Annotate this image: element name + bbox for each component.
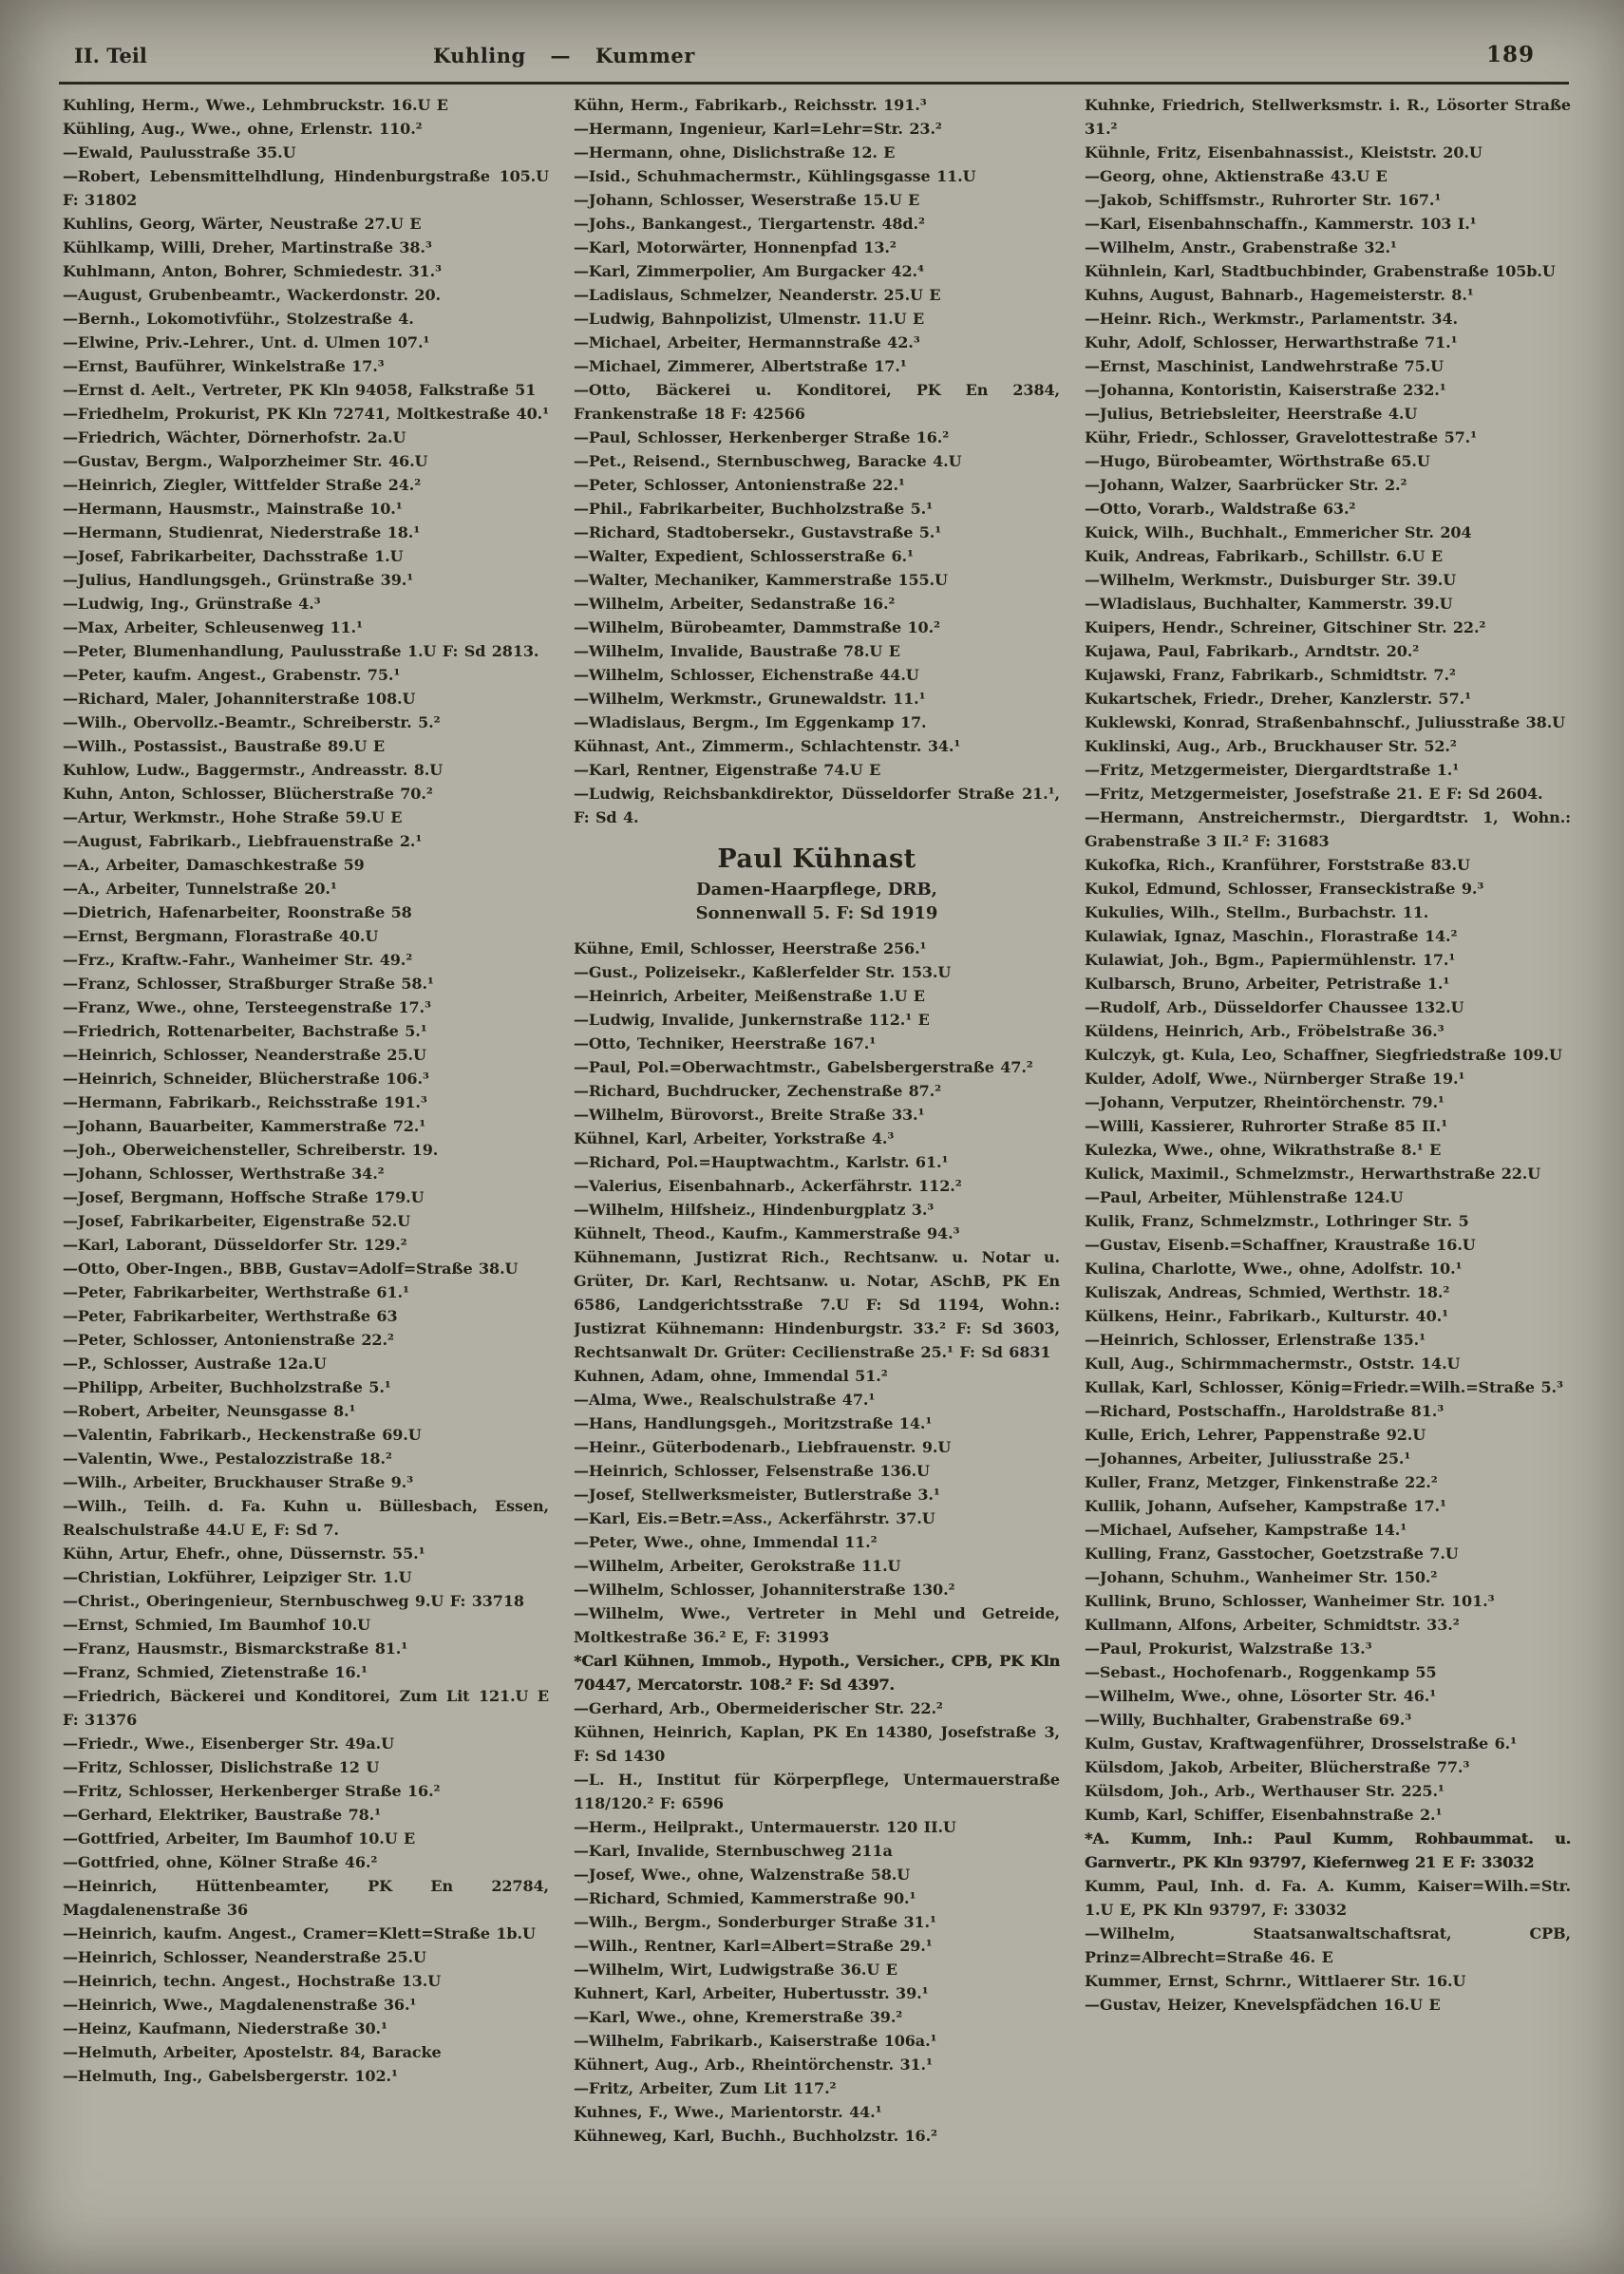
directory-entry: Kulle, Erich, Lehrer, Pappenstraße 92.U	[1085, 1426, 1426, 1444]
directory-entry: —Philipp, Arbeiter, Buchholzstraße 5.¹	[63, 1378, 391, 1396]
section-title: II. Teil	[74, 44, 147, 67]
directory-entry: Kullink, Bruno, Schlosser, Wanheimer Str. 101.³	[1085, 1592, 1495, 1610]
directory-entry: —Rudolf, Arb., Düsseldorfer Chaussee 132.U	[1085, 998, 1464, 1016]
directory-entry: Kuipers, Hendr., Schreiner, Gitschiner Str. 22.²	[1085, 618, 1486, 636]
directory-entry: —Wilhelm, Invalide, Baustraße 78.U E	[574, 642, 900, 660]
directory-entry: —Hermann, ohne, Dislichstraße 12. E	[574, 143, 896, 161]
directory-entry: Kuhlins, Georg, Wärter, Neustraße 27.U E	[63, 215, 422, 233]
directory-entry: Külkens, Heinr., Fabrikarb., Kulturstr. 40.¹	[1085, 1307, 1448, 1325]
directory-entry: —Walter, Mechaniker, Kammerstraße 155.U	[574, 571, 948, 589]
directory-entry: —Artur, Werkmstr., Hohe Straße 59.U E	[63, 808, 403, 826]
directory-entry: —Valentin, Fabrikarb., Heckenstraße 69.U	[63, 1426, 422, 1444]
directory-entry: —Max, Arbeiter, Schleusenweg 11.¹	[63, 618, 363, 636]
directory-entry: —Pet., Reisend., Sternbuschweg, Baracke 4.U	[574, 452, 962, 470]
advertisement-line: Sonnenwall 5. F: Sd 1919	[695, 903, 938, 923]
directory-entry: —Heinrich, Schlosser, Neanderstraße 25.U	[63, 1046, 426, 1064]
directory-entry: Kuhr, Adolf, Schlosser, Herwarthstraße 71.¹	[1085, 333, 1458, 351]
directory-entry: Kulik, Franz, Schmelzmstr., Lothringer Str. 5	[1085, 1212, 1469, 1230]
directory-entry: —Peter, Fabrikarbeiter, Werthstraße 61.¹	[63, 1283, 409, 1301]
directory-entry: —Hermann, Studienrat, Niederstraße 18.¹	[63, 523, 421, 541]
directory-entry: Kulm, Gustav, Kraftwagenführer, Drosselstraße 6.¹	[1085, 1734, 1517, 1753]
directory-entry: —Wilhelm, Bürovorst., Breite Straße 33.¹	[574, 1106, 925, 1124]
name-range-title: Kuhling — Kummer	[433, 44, 695, 67]
directory-entry: —Heinrich, Ziegler, Wittfelder Straße 24.²	[63, 476, 422, 494]
directory-entry: Külsdom, Jakob, Arbeiter, Blücherstraße 77.³	[1085, 1758, 1470, 1776]
directory-entry: —Karl, Laborant, Düsseldorfer Str. 129.²	[63, 1236, 407, 1254]
directory-entry: Kulczyk, gt. Kula, Leo, Schaffner, Siegfriedstraße 109.U	[1085, 1046, 1562, 1064]
directory-entry: —Heinrich, kaufm. Angest., Cramer=Klett=Straße 1b.U	[63, 1924, 536, 1942]
directory-entry: Kullak, Karl, Schlosser, König=Friedr.=Wilh.=Straße 5.³	[1085, 1378, 1563, 1396]
directory-entry: —Wilh., Obervollz.-Beamtr., Schreiberstr. 5.²	[63, 713, 441, 731]
directory-entry: —Friedrich, Bäckerei und Konditorei, Zum Lit 121.U E F: 31376	[63, 1687, 549, 1729]
directory-entry: —Gottfried, Arbeiter, Im Baumhof 10.U E	[63, 1829, 416, 1848]
directory-entry: *A. Kumm, Inh.: Paul Kumm, Rohbaummat. u. Garnvertr., PK Kln 93797, Kiefernweg 21 E F: 33032	[1085, 1829, 1571, 1871]
directory-entry: —Heinr. Rich., Werkmstr., Parlamentstr. 34.	[1085, 310, 1458, 328]
directory-entry: Kulezka, Wwe., ohne, Wikrathstraße 8.¹ E	[1085, 1141, 1442, 1159]
directory-entry: Kumm, Paul, Inh. d. Fa. A. Kumm, Kaiser=Wilh.=Str. 1.U E, PK Kln 93797, F: 33032	[1085, 1877, 1571, 1919]
directory-entry: Kulawiak, Ignaz, Maschin., Florastraße 14.²	[1085, 927, 1458, 945]
directory-entry: —Karl, Motorwärter, Honnenpfad 13.²	[574, 238, 897, 256]
directory-entry: —Helmuth, Ing., Gabelsbergerstr. 102.¹	[63, 2067, 398, 2085]
directory-entry: —Richard, Stadtobersekr., Gustavstraße 5.¹	[574, 523, 942, 541]
directory-entry: —Bernh., Lokomotivführ., Stolzestraße 4.	[63, 310, 414, 328]
advertisement-line: Damen-Haarpflege, DRB,	[696, 880, 937, 900]
directory-entry: —Willi, Kassierer, Ruhrorter Straße 85 II.¹	[1085, 1117, 1448, 1135]
directory-entry: —Fritz, Metzgermeister, Diergardtstraße 1.¹	[1085, 761, 1460, 779]
directory-entry: —Ludwig, Invalide, Junkernstraße 112.¹ E	[574, 1011, 930, 1029]
directory-entry: —Wladislaus, Buchhalter, Kammerstr. 39.U	[1085, 595, 1453, 613]
directory-entry: —Johann, Schlosser, Weserstraße 15.U E	[574, 191, 920, 209]
directory-entry: —Heinrich, Schlosser, Neanderstraße 25.U	[63, 1948, 426, 1966]
directory-entry: Kummer, Ernst, Schrnr., Wittlaerer Str. 16.U	[1085, 1972, 1466, 1990]
directory-entry: —Heinr., Güterbodenarb., Liebfrauenstr. 9.U	[574, 1438, 952, 1456]
directory-entry: —Ernst, Bergmann, Florastraße 40.U	[63, 927, 379, 945]
directory-entry: Kuick, Wilh., Buchhalt., Emmericher Str. 204	[1085, 523, 1472, 541]
directory-entry: —Willy, Buchhalter, Grabenstraße 69.³	[1085, 1711, 1412, 1729]
directory-entry: —Friedrich, Wächter, Dörnerhofstr. 2a.U	[63, 428, 406, 446]
directory-entry: —Richard, Postschaffn., Haroldstraße 81.³	[1085, 1402, 1445, 1420]
directory-entry: —Otto, Ober-Ingen., BBB, Gustav=Adolf=Straße 38.U	[63, 1260, 519, 1278]
directory-entry: —Otto, Vorarb., Waldstraße 63.²	[1085, 500, 1356, 518]
directory-entry: Kuhnert, Karl, Arbeiter, Hubertusstr. 39.¹	[574, 1984, 929, 2002]
directory-entry: Kukulies, Wilh., Stellm., Burbachstr. 11.	[1085, 903, 1429, 921]
directory-entry: Kühnle, Fritz, Eisenbahnassist., Kleiststr. 20.U	[1085, 143, 1482, 161]
directory-columns	[63, 93, 1571, 2265]
directory-entry: Kühnlein, Karl, Stadtbuchbinder, Grabenstraße 105b.U	[1085, 262, 1556, 280]
directory-entry: —Fritz, Arbeiter, Zum Lit 117.²	[574, 2079, 837, 2097]
directory-entry: —Wilhelm, Arbeiter, Gerokstraße 11.U	[574, 1557, 901, 1575]
directory-entry: —Julius, Betriebsleiter, Heerstraße 4.U	[1085, 405, 1418, 423]
directory-entry: —Frz., Kraftw.-Fahr., Wanheimer Str. 49.²	[63, 951, 413, 969]
directory-entry: —Paul, Pol.=Oberwachtmstr., Gabelsbergerstraße 47.²	[574, 1058, 1033, 1076]
directory-entry: Kuhlow, Ludw., Baggermstr., Andreasstr. 8.U	[63, 761, 444, 779]
directory-entry: Kulling, Franz, Gasstocher, Goetzstraße 7.U	[1085, 1544, 1459, 1563]
directory-entry: Kuik, Andreas, Fabrikarb., Schillstr. 6.U E	[1085, 547, 1443, 565]
directory-entry: Kühnemann, Justizrat Rich., Rechtsanw. u. Notar u. Grüter, Dr. Karl, Rechtsanw. u. Notar, ASchB, PK En 6586, Landgerichtsstraße 7.U F: Sd 1194, Wohn.: Justizrat Kühnemann: Hindenburgstr. 33.² F: Sd 3603, Rechtsanwalt Dr. Grüter: Cecilienstraße 25.¹ F: Sd 6831	[574, 1248, 1060, 1361]
directory-entry: —Jakob, Schiffsmstr., Ruhrorter Str. 167.¹	[1085, 191, 1442, 209]
directory-entry: —Heinz, Kaufmann, Niederstraße 30.¹	[63, 2019, 387, 2037]
column-2	[574, 93, 1060, 2265]
directory-entry: —Johann, Schuhm., Wanheimer Str. 150.²	[1085, 1568, 1438, 1586]
directory-entry: —A., Arbeiter, Damaschkestraße 59	[63, 856, 365, 874]
directory-entry: —Gerhard, Arb., Obermeiderischer Str. 22.²	[574, 1699, 943, 1717]
directory-entry: —Otto, Bäckerei u. Konditorei, PK En 2384, Frankenstraße 18 F: 42566	[574, 381, 1060, 423]
directory-entry: —Hugo, Bürobeamter, Wörthstraße 65.U	[1085, 452, 1430, 470]
directory-entry: —Wilhelm, Schlosser, Eichenstraße 44.U	[574, 666, 919, 684]
directory-entry: Kulina, Charlotte, Wwe., ohne, Adolfstr. 10.¹	[1085, 1260, 1463, 1278]
directory-entry: —Richard, Pol.=Hauptwachtm., Karlstr. 61.¹	[574, 1153, 949, 1171]
directory-entry: —Fritz, Metzgermeister, Josefstraße 21. E F: Sd 2604.	[1085, 785, 1543, 803]
directory-entry: Kühr, Friedr., Schlosser, Gravelottestraße 57.¹	[1085, 428, 1478, 446]
directory-entry: Kuller, Franz, Metzger, Finkenstraße 22.²	[1085, 1473, 1438, 1491]
directory-entry: —Elwine, Priv.-Lehrer., Unt. d. Ulmen 107.¹	[63, 333, 430, 351]
directory-entry: —Phil., Fabrikarbeiter, Buchholzstraße 5.¹	[574, 500, 933, 518]
directory-entry: Kujawski, Franz, Fabrikarb., Schmidtstr. 7.²	[1085, 666, 1456, 684]
directory-entry: Kühn, Artur, Ehefr., ohne, Düssernstr. 55.¹	[63, 1544, 425, 1563]
directory-entry: —Robert, Arbeiter, Neunsgasse 8.¹	[63, 1402, 356, 1420]
directory-entry: —Gustav, Heizer, Knevelspfädchen 16.U E	[1085, 1996, 1441, 2014]
directory-entry: —Wilhelm, Schlosser, Johanniterstraße 130.²	[574, 1581, 955, 1599]
column-1	[63, 93, 549, 2265]
directory-entry: Kuhns, August, Bahnarb., Hagemeisterstr. 8.¹	[1085, 286, 1474, 304]
directory-entry: Kuhling, Herm., Wwe., Lehmbruckstr. 16.U E	[63, 96, 448, 114]
directory-entry: —Wilh., Rentner, Karl=Albert=Straße 29.¹	[574, 1937, 933, 1955]
directory-entry: —Richard, Schmied, Kammerstraße 90.¹	[574, 1889, 916, 1907]
directory-entry: —Wilhelm, Wwe., Vertreter in Mehl und Getreide, Moltkestraße 36.² E, F: 31993	[574, 1604, 1060, 1646]
directory-entry: —Josef, Bergmann, Hoffsche Straße 179.U	[63, 1188, 425, 1206]
directory-entry: —Friedrich, Rottenarbeiter, Bachstraße 5.¹	[63, 1022, 427, 1040]
directory-entry: —Peter, Schlosser, Antonienstraße 22.²	[63, 1331, 394, 1349]
directory-entry: —Wilhelm, Wwe., ohne, Lösorter Str. 46.¹	[1085, 1687, 1437, 1705]
page-number: 189	[1485, 42, 1535, 67]
directory-entry: —Gottfried, ohne, Kölner Straße 46.²	[63, 1853, 378, 1871]
directory-entry: —Hans, Handlungsgeh., Moritzstraße 14.¹	[574, 1414, 933, 1432]
directory-entry: —Johann, Bauarbeiter, Kammerstraße 72.¹	[63, 1117, 426, 1135]
directory-entry: —Franz, Schmied, Zietenstraße 16.¹	[63, 1663, 368, 1681]
directory-entry: Kuhnen, Adam, ohne, Immendal 51.²	[574, 1367, 888, 1385]
directory-entry: —A., Arbeiter, Tunnelstraße 20.¹	[63, 880, 337, 898]
directory-entry: —Karl, Invalide, Sternbuschweg 211a	[574, 1842, 893, 1860]
directory-entry: —Johann, Schlosser, Werthstraße 34.²	[63, 1165, 385, 1183]
directory-entry: —Johann, Verputzer, Rheintörchenstr. 79.¹	[1085, 1093, 1445, 1111]
directory-entry: Kühneweg, Karl, Buchh., Buchholzstr. 16.²	[574, 2127, 937, 2145]
directory-entry: Kühnast, Ant., Zimmerm., Schlachtenstr. 34.¹	[574, 737, 961, 755]
directory-entry: —Ernst d. Aelt., Vertreter, PK Kln 94058, Falkstraße 51	[63, 381, 537, 399]
directory-entry: —Hermann, Ingenieur, Karl=Lehr=Str. 23.²	[574, 120, 942, 138]
directory-entry: —Heinrich, Schneider, Blücherstraße 106.³	[63, 1070, 429, 1088]
directory-entry: —Josef, Fabrikarbeiter, Dachsstraße 1.U	[63, 547, 404, 565]
directory-entry: —Peter, Blumenhandlung, Paulusstraße 1.U F: Sd 2813.	[63, 642, 539, 660]
directory-entry: —Wilhelm, Wirt, Ludwigstraße 36.U E	[574, 1961, 897, 1979]
directory-entry: —Friedr., Wwe., Eisenberger Str. 49a.U	[63, 1734, 394, 1753]
directory-entry: —Johannes, Arbeiter, Juliusstraße 25.¹	[1085, 1450, 1411, 1468]
directory-entry: Kullik, Johann, Aufseher, Kampstraße 17.¹	[1085, 1497, 1446, 1515]
directory-entry: —Paul, Prokurist, Walzstraße 13.³	[1085, 1639, 1372, 1658]
directory-entry: Kuhn, Anton, Schlosser, Blücherstraße 70.²	[63, 785, 433, 803]
directory-entry: Kuklinski, Aug., Arb., Bruckhauser Str. 52.²	[1085, 737, 1457, 755]
directory-entry: —Robert, Lebensmittelhdlung, Hindenburgstraße 105.U F: 31802	[63, 167, 549, 209]
directory-entry: —Heinrich, Hüttenbeamter, PK En 22784, Magdalenenstraße 36	[63, 1877, 549, 1919]
directory-entry: —Josef, Fabrikarbeiter, Eigenstraße 52.U	[63, 1212, 411, 1230]
directory-entry: —Wilh., Postassist., Baustraße 89.U E	[63, 737, 385, 755]
directory-entry: Kukol, Edmund, Schlosser, Franseckistraße 9.³	[1085, 880, 1484, 898]
directory-entry: Kuliszak, Andreas, Schmied, Werthstr. 18.²	[1085, 1283, 1450, 1301]
directory-entry: —Peter, Wwe., ohne, Immendal 11.²	[574, 1533, 878, 1551]
advertisement-name: Paul Kühnast	[717, 844, 916, 874]
directory-entry: —Peter, kaufm. Angest., Grabenstr. 75.¹	[63, 666, 401, 684]
directory-entry: Kullmann, Alfons, Arbeiter, Schmidtstr. 33.²	[1085, 1616, 1460, 1634]
directory-entry: —Michael, Arbeiter, Hermannstraße 42.³	[574, 333, 920, 351]
directory-entry: —L. H., Institut für Körperpflege, Untermauerstraße 118/120.² F: 6596	[574, 1771, 1060, 1812]
directory-entry: —Herm., Heilprakt., Untermauerstr. 120 II.U	[574, 1818, 956, 1836]
directory-entry: Kühnelt, Theod., Kaufm., Kammerstraße 94.³	[574, 1224, 960, 1242]
directory-entry: —Wilhelm, Werkmstr., Duisburger Str. 39.U	[1085, 571, 1457, 589]
directory-entry: Kühnel, Karl, Arbeiter, Yorkstraße 4.³	[574, 1129, 895, 1147]
directory-entry: —Karl, Eis.=Betr.=Ass., Ackerfährstr. 37.U	[574, 1509, 935, 1527]
directory-entry: —Ludwig, Reichsbankdirektor, Düsseldorfer Straße 21.¹, F: Sd 4.	[574, 785, 1060, 826]
directory-entry: —Michael, Zimmerer, Albertstraße 17.¹	[574, 357, 907, 375]
directory-entry: —Wilhelm, Werkmstr., Grunewaldstr. 11.¹	[574, 690, 926, 708]
directory-entry: —Gerhard, Elektriker, Baustraße 78.¹	[63, 1806, 382, 1824]
directory-entry: —Ewald, Paulusstraße 35.U	[63, 143, 296, 161]
directory-entry: —Helmuth, Arbeiter, Apostelstr. 84, Baracke	[63, 2043, 442, 2061]
directory-entry: Kühnen, Heinrich, Kaplan, PK En 14380, Josefstraße 3, F: Sd 1430	[574, 1723, 1060, 1765]
directory-entry: —Paul, Arbeiter, Mühlenstraße 124.U	[1085, 1188, 1404, 1206]
directory-entry: Kühlkamp, Willi, Dreher, Martinstraße 38.³	[63, 238, 432, 256]
directory-entry: —Heinrich, Schlosser, Felsenstraße 136.U	[574, 1462, 930, 1480]
directory-entry: *Carl Kühnen, Immob., Hypoth., Versicher., CPB, PK Kln 70447, Mercatorstr. 108.² F: Sd 4397.	[574, 1652, 1060, 1694]
directory-entry: —Hermann, Anstreichermstr., Diergardtstr. 1, Wohn.: Grabenstraße 3 II.² F: 31683	[1085, 808, 1571, 850]
directory-entry: —Heinrich, Arbeiter, Meißenstraße 1.U E	[574, 987, 925, 1005]
directory-entry: —Richard, Maler, Johanniterstraße 108.U	[63, 690, 416, 708]
directory-entry: —Heinrich, Wwe., Magdalenenstraße 36.¹	[63, 1996, 417, 2014]
directory-entry: —Peter, Schlosser, Antonienstraße 22.¹	[574, 476, 905, 494]
directory-entry: —Dietrich, Hafenarbeiter, Roonstraße 58	[63, 903, 412, 921]
directory-entry: —Gust., Polizeisekr., Kaßlerfelder Str. 153.U	[574, 963, 952, 981]
directory-entry: —Ernst, Schmied, Im Baumhof 10.U	[63, 1616, 371, 1634]
directory-entry: Kukofka, Rich., Kranführer, Forststraße 83.U	[1085, 856, 1470, 874]
directory-entry: —Joh., Oberweichensteller, Schreiberstr. 19.	[63, 1141, 439, 1159]
directory-entry: Kulick, Maximil., Schmelzmstr., Herwarthstraße 22.U	[1085, 1165, 1541, 1183]
directory-entry: —Gustav, Bergm., Walporzheimer Str. 46.U	[63, 452, 428, 470]
directory-entry: —Johann, Walzer, Saarbrücker Str. 2.²	[1085, 476, 1407, 494]
directory-entry: —Alma, Wwe., Realschulstraße 47.¹	[574, 1391, 876, 1409]
directory-entry: —Michael, Aufseher, Kampstraße 14.¹	[1085, 1521, 1407, 1539]
directory-entry: —Georg, ohne, Aktienstraße 43.U E	[1085, 167, 1388, 185]
directory-entry: —Julius, Handlungsgeh., Grünstraße 39.¹	[63, 571, 414, 589]
directory-entry: —Sebast., Hochofenarb., Roggenkamp 55	[1085, 1663, 1437, 1681]
directory-entry: —Ernst, Maschinist, Landwehrstraße 75.U	[1085, 357, 1445, 375]
directory-entry: —Wilhelm, Staatsanwaltschaftsrat, CPB, Prinz=Albrecht=Straße 46. E	[1085, 1924, 1571, 1966]
directory-entry: —Johanna, Kontoristin, Kaiserstraße 232.¹	[1085, 381, 1446, 399]
directory-entry: —Wilhelm, Anstr., Grabenstraße 32.¹	[1085, 238, 1397, 256]
directory-entry: —Christ., Oberingenieur, Sternbuschweg 9.U F: 33718	[63, 1592, 524, 1610]
directory-entry: —Karl, Eisenbahnschaffn., Kammerstr. 103 I.¹	[1085, 215, 1477, 233]
directory-entry: Kuklewski, Konrad, Straßenbahnschf., Juliusstraße 38.U	[1085, 713, 1566, 731]
directory-entry: —Heinrich, techn. Angest., Hochstraße 13.U	[63, 1972, 442, 1990]
directory-entry: —Valerius, Eisenbahnarb., Ackerfährstr. 112.²	[574, 1177, 962, 1195]
directory-entry: —Fritz, Schlosser, Herkenberger Straße 16.²	[63, 1782, 441, 1800]
directory-entry: —Hermann, Fabrikarb., Reichsstraße 191.³	[63, 1093, 427, 1111]
directory-entry: Kuhnes, F., Wwe., Marientorstr. 44.¹	[574, 2103, 882, 2121]
directory-entry: —Josef, Wwe., ohne, Walzenstraße 58.U	[574, 1866, 911, 1884]
directory-entry: —Ludwig, Ing., Grünstraße 4.³	[63, 595, 321, 613]
directory-entry: —Richard, Buchdrucker, Zechenstraße 87.²	[574, 1082, 942, 1100]
directory-entry: —August, Fabrikarb., Liebfrauenstraße 2.¹	[63, 832, 423, 850]
directory-entry: —Franz, Wwe., ohne, Tersteegenstraße 17.³	[63, 998, 431, 1016]
directory-entry: —Franz, Hausmstr., Bismarckstraße 81.¹	[63, 1639, 408, 1658]
directory-entry: Küldens, Heinrich, Arb., Fröbelstraße 36.³	[1085, 1022, 1445, 1040]
page-header	[63, 42, 1567, 72]
directory-entry: —Otto, Techniker, Heerstraße 167.¹	[574, 1034, 877, 1052]
directory-entry: Kühnert, Aug., Arb., Rheintörchenstr. 31.¹	[574, 2056, 933, 2074]
directory-entry: —Karl, Rentner, Eigenstraße 74.U E	[574, 761, 881, 779]
directory-entry: —Ladislaus, Schmelzer, Neanderstr. 25.U E	[574, 286, 941, 304]
directory-entry: Kulder, Adolf, Wwe., Nürnberger Straße 19.¹	[1085, 1070, 1465, 1088]
directory-entry: Kuhlmann, Anton, Bohrer, Schmiedestr. 31.³	[63, 262, 442, 280]
directory-entry: —Paul, Schlosser, Herkenberger Straße 16.²	[574, 428, 950, 446]
directory-entry: Kulbarsch, Bruno, Arbeiter, Petristraße 1.¹	[1085, 975, 1450, 993]
directory-entry: Kull, Aug., Schirmmachermstr., Oststr. 14.U	[1085, 1355, 1461, 1373]
directory-entry: —Wilhelm, Fabrikarb., Kaiserstraße 106a.¹	[574, 2032, 937, 2050]
directory-entry: —Fritz, Schlosser, Dislichstraße 12 U	[63, 1758, 380, 1776]
directory-entry: Kühn, Herm., Fabrikarb., Reichsstr. 191.³	[574, 96, 927, 114]
directory-entry: —Karl, Zimmerpolier, Am Burgacker 42.⁴	[574, 262, 924, 280]
directory-entry: —Walter, Expedient, Schlosserstraße 6.¹	[574, 547, 914, 565]
directory-entry: —Isid., Schuhmachermstr., Kühlingsgasse 11.U	[574, 167, 976, 185]
directory-entry: —Christian, Lokführer, Leipziger Str. 1.U	[63, 1568, 412, 1586]
directory-entry: —Karl, Wwe., ohne, Kremerstraße 39.²	[574, 2008, 903, 2026]
column-2-bottom	[574, 937, 1060, 2148]
directory-entry: Külsdom, Joh., Arb., Werthauser Str. 225.¹	[1085, 1782, 1445, 1800]
directory-entry: —Johs., Bankangest., Tiergartenstr. 48d.²	[574, 215, 925, 233]
directory-entry: Kulawiat, Joh., Bgm., Papiermühlenstr. 17.¹	[1085, 951, 1456, 969]
directory-entry: —Friedhelm, Prokurist, PK Kln 72741, Moltkestraße 40.¹	[63, 405, 549, 423]
directory-entry: —Gustav, Eisenb.=Schaffner, Kraustraße 16.U	[1085, 1236, 1476, 1254]
directory-entry: —Wilh., Bergm., Sonderburger Straße 31.¹	[574, 1913, 936, 1931]
directory-entry: —P., Schlosser, Austraße 12a.U	[63, 1355, 327, 1373]
directory-entry: —Wilh., Arbeiter, Bruckhauser Straße 9.³	[63, 1473, 414, 1491]
directory-entry: —Wladislaus, Bergm., Im Eggenkamp 17.	[574, 713, 927, 731]
directory-entry: —Wilhelm, Hilfsheiz., Hindenburgplatz 3.³	[574, 1201, 935, 1219]
directory-entry: Kumb, Karl, Schiffer, Eisenbahnstraße 2.¹	[1085, 1806, 1443, 1824]
directory-entry: Kukartschek, Friedr., Dreher, Kanzlerstr. 57.¹	[1085, 690, 1472, 708]
directory-entry: —Heinrich, Schlosser, Erlenstraße 135.¹	[1085, 1331, 1426, 1349]
directory-entry: —August, Grubenbeamtr., Wackerdonstr. 20.	[63, 286, 441, 304]
directory-entry: Kuhnke, Friedrich, Stellwerksmstr. i. R., Lösorter Straße 31.²	[1085, 96, 1571, 138]
directory-entry: Kühne, Emil, Schlosser, Heerstraße 256.¹	[574, 939, 927, 957]
column-2-top	[574, 93, 1060, 829]
directory-entry: Kujawa, Paul, Fabrikarb., Arndtstr. 20.²	[1085, 642, 1420, 660]
directory-entry: —Wilh., Teilh. d. Fa. Kuhn u. Büllesbach, Essen, Realschulstraße 44.U E, F: Sd 7.	[63, 1497, 549, 1539]
header-divider	[59, 82, 1569, 85]
directory-entry: —Valentin, Wwe., Pestalozzistraße 18.²	[63, 1450, 392, 1468]
advertisement-kuehnast	[574, 844, 1060, 925]
column-3	[1085, 93, 1571, 2265]
directory-entry: —Ernst, Bauführer, Winkelstraße 17.³	[63, 357, 385, 375]
directory-entry: —Wilhelm, Arbeiter, Sedanstraße 16.²	[574, 595, 896, 613]
directory-entry: —Ludwig, Bahnpolizist, Ulmenstr. 11.U E	[574, 310, 925, 328]
directory-entry: —Hermann, Hausmstr., Mainstraße 10.¹	[63, 500, 403, 518]
directory-entry: —Franz, Schlosser, Straßburger Straße 58.¹	[63, 975, 434, 993]
directory-entry: —Josef, Stellwerksmeister, Butlerstraße 3.¹	[574, 1486, 940, 1504]
directory-entry: —Peter, Fabrikarbeiter, Werthstraße 63	[63, 1307, 398, 1325]
directory-entry: Kühling, Aug., Wwe., ohne, Erlenstr. 110.²	[63, 120, 423, 138]
directory-entry: —Wilhelm, Bürobeamter, Dammstraße 10.²	[574, 618, 940, 636]
